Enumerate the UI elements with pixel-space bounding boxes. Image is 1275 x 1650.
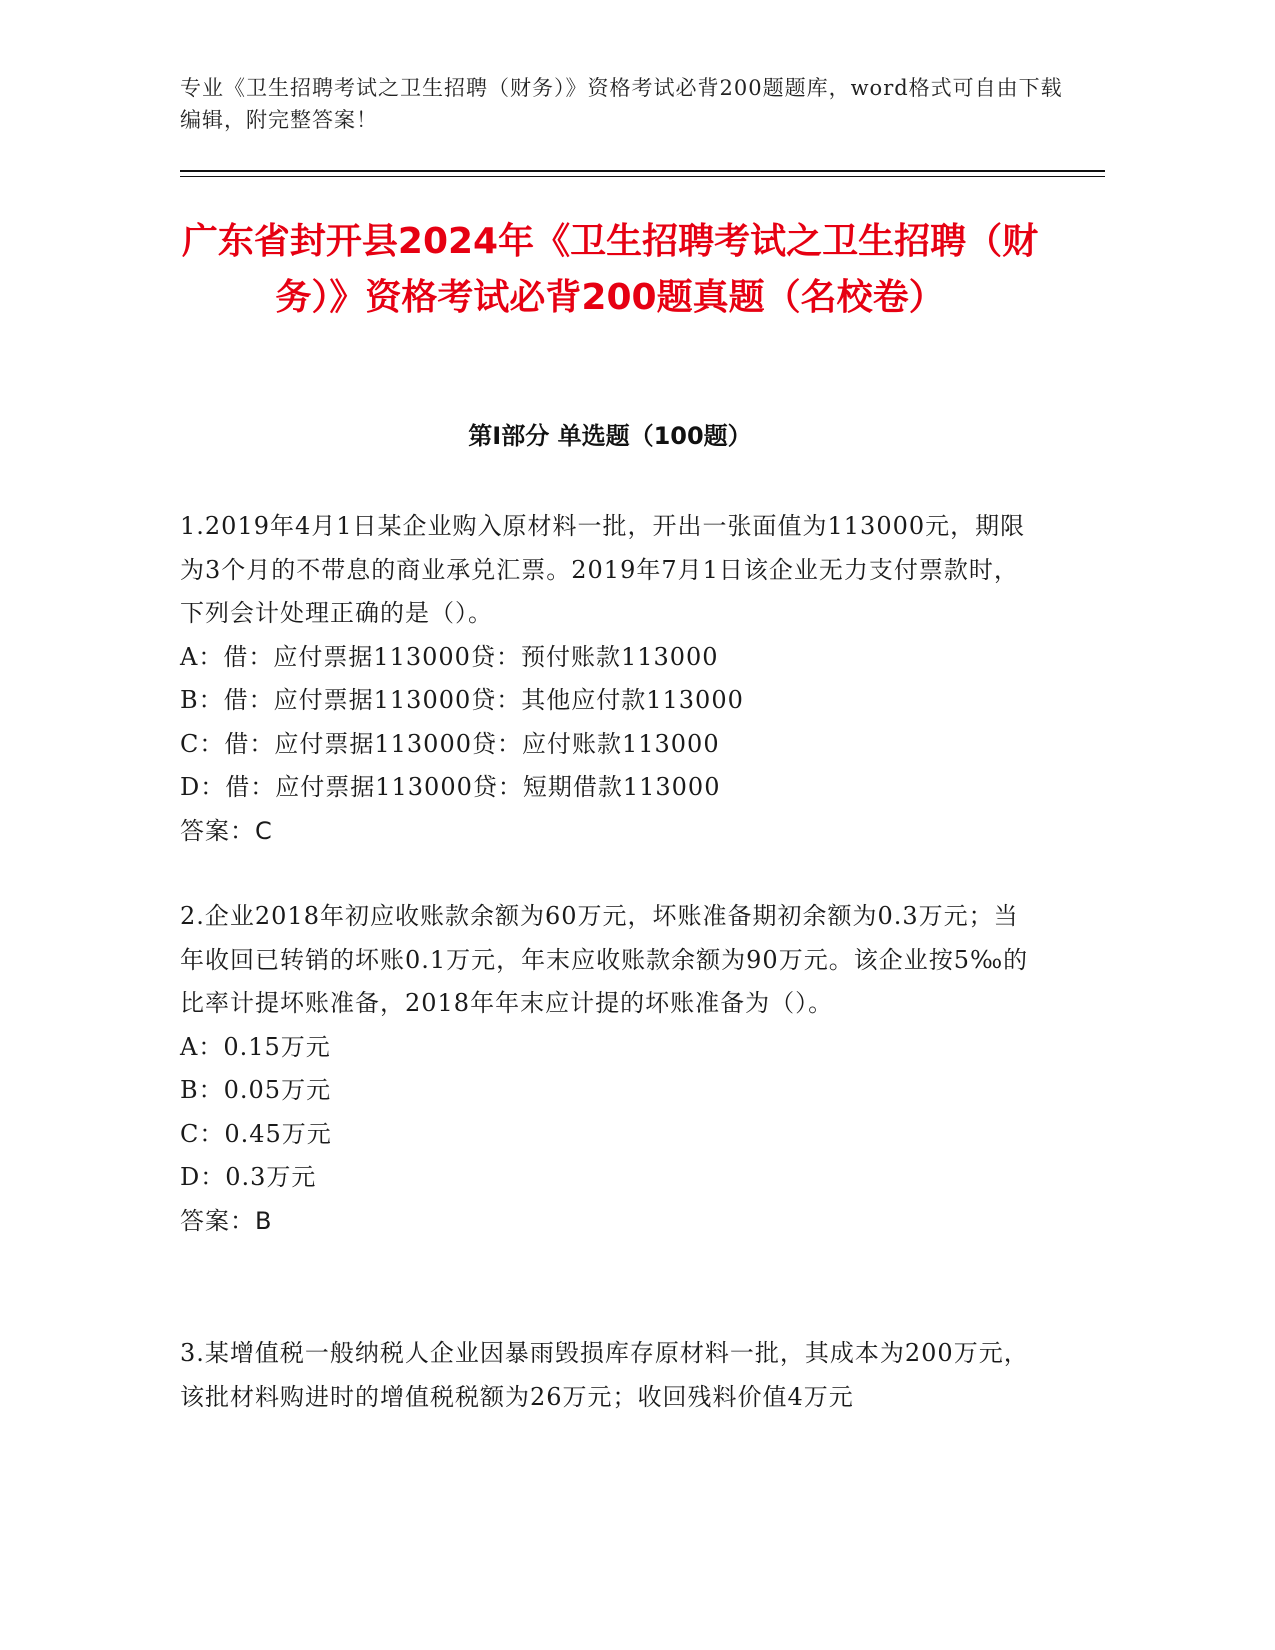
header-divider-thin <box>180 176 1105 177</box>
question-3 <box>180 1332 1040 1419</box>
question-1 <box>180 505 1040 853</box>
section-heading: 第Ⅰ部分 单选题（100题） <box>468 422 752 450</box>
answer: 答案：B <box>180 1206 273 1235</box>
header-divider-thick <box>180 170 1105 172</box>
option-d: D：0.3万元 <box>180 1163 317 1191</box>
question-stem: 3.某增值税一般纳税人企业因暴雨毁损库存原材料一批，其成本为200万元，该批材料购进时的增值税税额为26万元；收回残料价值4万元 <box>180 1339 1029 1411</box>
option-c: C：0.45万元 <box>180 1119 332 1148</box>
option-b: B：借：应付票据113000贷：其他应付款113000 <box>180 686 744 714</box>
option-c: C：借：应付票据113000贷：应付账款113000 <box>180 729 720 758</box>
option-a: A：借：应付票据113000贷：预付账款113000 <box>180 642 719 671</box>
answer: 答案：C <box>180 816 273 845</box>
question-stem: 2.企业2018年初应收账款余额为60万元，坏账准备期初余额为0.3万元；当年收回已转销的坏账0.1万元，年末应收账款余额为90万元。该企业按5‰的比率计提坏账准备，2018年年末应计提的坏账准备为（）。 <box>180 902 1029 1017</box>
document-title: 广东省封开县2024年《卫生招聘考试之卫生招聘（财务）》资格考试必背200题真题（名校卷） <box>181 221 1039 318</box>
option-a: A：0.15万元 <box>180 1032 331 1061</box>
header-note: 专业《卫生招聘考试之卫生招聘（财务）》资格考试必背200题题库，word格式可自由下载编辑，附完整答案！ <box>180 76 1063 132</box>
option-b: B：0.05万元 <box>180 1076 332 1104</box>
question-2 <box>180 895 1040 1243</box>
question-stem: 1.2019年4月1日某企业购入原材料一批，开出一张面值为113000元，期限为3个月的不带息的商业承兑汇票。2019年7月1日该企业无力支付票款时，下列会计处理正确的是（）。 <box>180 512 1026 627</box>
option-d: D：借：应付票据113000贷：短期借款113000 <box>180 773 721 801</box>
